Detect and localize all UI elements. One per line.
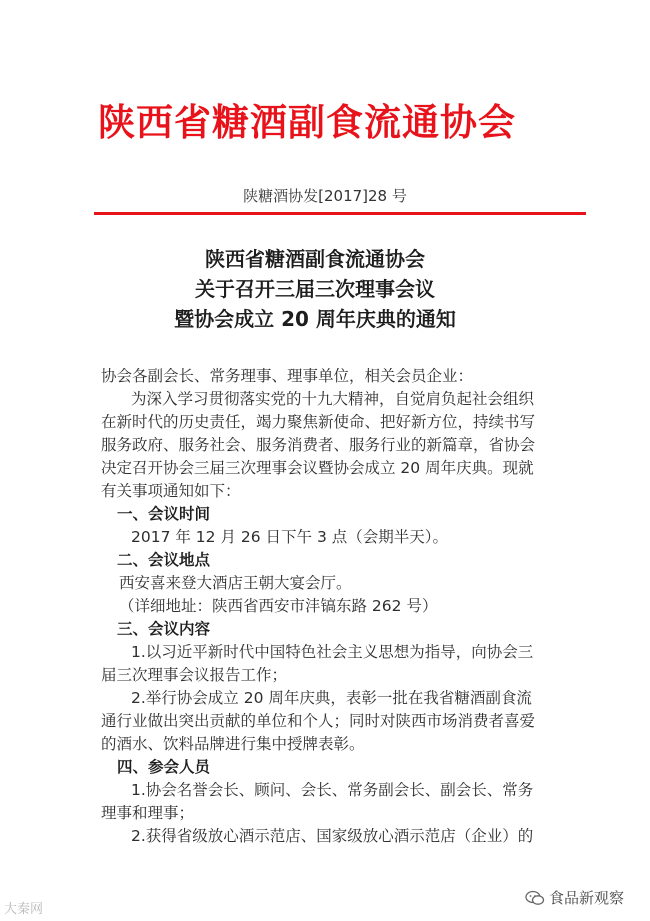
document-number-text: 陕糖酒协发[2017]28 号 [243, 187, 407, 205]
attendees-item-1-line-1: 1.协会名誉会长、顾问、会长、常务副会长、副会长、常务 [131, 781, 534, 799]
notice-title [0, 244, 650, 334]
content-item-1-line-2: 届三次理事会议报告工作； [101, 666, 288, 684]
title-line-1: 陕西省糖酒副食流通协会 [205, 247, 425, 271]
content-item-1-line-1: 1.以习近平新时代中国特色社会主义思想为指导，向协会三 [131, 643, 534, 661]
content-item-2-line-3: 的酒水、饮料品牌进行集中授牌表彰。 [101, 735, 365, 753]
watermark-right [525, 887, 624, 908]
intro-line-4: 决定召开协会三届三次理事会议暨协会成立 20 周年庆典。现就 [101, 459, 534, 477]
red-divider-line [94, 212, 586, 215]
title-line-2: 关于召开三届三次理事会议 [195, 277, 435, 301]
section-text-location: 西安喜来登大酒店王朝大宴会厅。 [119, 574, 352, 592]
attendees-item-2-line-1: 2.获得省级放心酒示范店、国家级放心酒示范店（企业）的 [131, 827, 534, 845]
section-heading-content: 三、会议内容 [117, 620, 211, 638]
salutation: 协会各副会长、常务理事、理事单位，相关会员企业： [101, 367, 474, 385]
content-item-2-line-1: 2.举行协会成立 20 周年庆典，表彰一批在我省糖酒副食流 [131, 689, 532, 707]
intro-line-1: 为深入学习贯彻落实党的十九大精神，自觉肩负起社会组织 [131, 390, 535, 408]
intro-line-2: 在新时代的历史责任，竭力聚焦新使命、把好新方位，持续书写 [101, 413, 536, 431]
section-heading-time: 一、会议时间 [117, 505, 211, 523]
document-number [0, 186, 650, 206]
intro-line-5: 有关事项通知如下： [101, 482, 241, 500]
notice-body [101, 365, 551, 848]
wechat-icon [525, 890, 545, 906]
watermark-right-text: 食品新观察 [549, 889, 625, 907]
intro-line-3: 服务政府、服务社会、服务消费者、服务行业的新篇章，省协会 [101, 436, 536, 454]
section-heading-location: 二、会议地点 [117, 551, 211, 569]
section-text-time: 2017 年 12 月 26 日下午 3 点（会期半天）。 [131, 528, 448, 546]
section-text-address: （详细地址：陕西省西安市沣镐东路 262 号） [119, 597, 438, 615]
watermark-left: 大秦网 [4, 902, 44, 917]
content-item-2-line-2: 通行业做出突出贡献的单位和个人；同时对陕西市场消费者喜爱 [101, 712, 536, 730]
org-header-title: 陕西省糖酒副食流通协会 [98, 100, 516, 144]
attendees-item-1-line-2: 理事和理事； [101, 804, 195, 822]
title-line-3: 暨协会成立 20 周年庆典的通知 [174, 307, 456, 331]
section-heading-attendees: 四、参会人员 [117, 758, 211, 776]
